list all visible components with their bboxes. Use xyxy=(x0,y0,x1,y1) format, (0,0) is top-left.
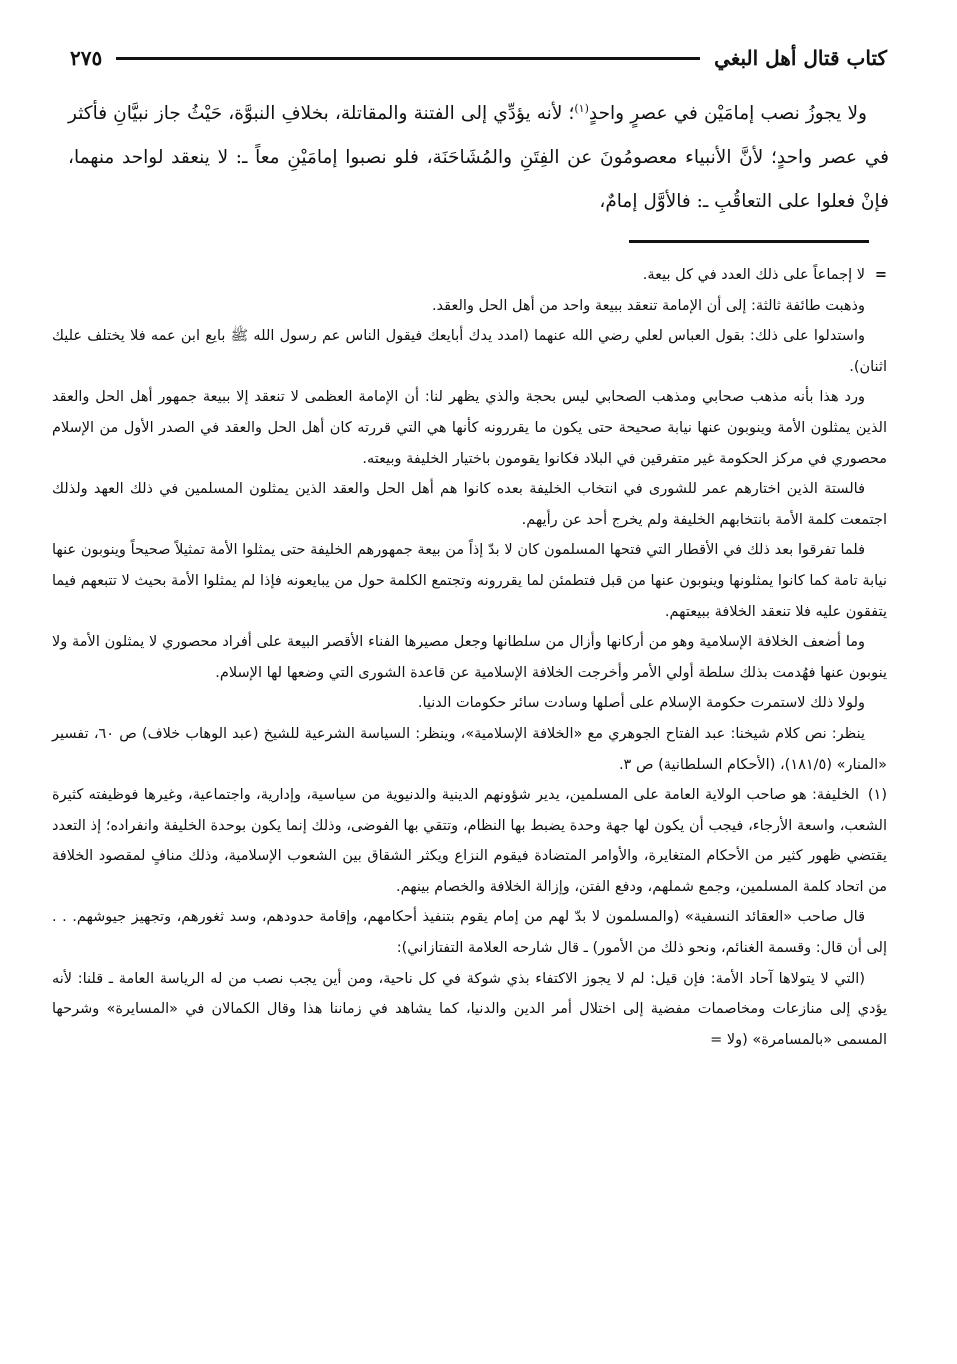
note-paragraph xyxy=(52,260,887,291)
note-paragraph: ينظر: نص كلام شيخنا: عبد الفتاح الجوهري مع «الخلافة الإسلامية»، وينظر: السياسة الشرعية للشيخ (عبد الوهاب خلاف) ص ٦٠، تفسير «المنار» (١٨١/٥)، (الأحكام السلطانية) ص ٣. xyxy=(52,725,887,773)
note-paragraph: فلما تفرقوا بعد ذلك في الأقطار التي فتحها المسلمون كان لا بدّ إذاً من بيعة جمهورهم الخليفة حتى يمثلوا الأمة تمثيلاً صحيحاً وينوبون عنها نيابة تامة كما كانوا يمثلونها وينوبون عنها من قبل فتطمئن لما يقررونه وتجتمع الكلمة حول من يبايعونه فإذا لم يمثلوا الأمة بحيث لا تتبعهم فيما يتفقون عليه فلا تنعقد الخلافة ببيعتهم. xyxy=(52,542,887,620)
note-paragraph: وذهبت طائفة ثالثة: إلى أن الإمامة تنعقد ببيعة واحد من أهل الحل والعقد. xyxy=(431,297,865,314)
main-text-rest: ؛ لأنه يؤدِّي إلى الفتنة والمقاتلة، بخلافِ النبوَّة، حَيْثُ جاز نبيَّانِ فأكثر في عصر واحدٍ؛ لأنَّ الأنبياء معصومُونَ عن الفِتَنِ والمُشَاحَنَة، فلو نصبوا إمامَيْنِ معاً ـ: لا ينعقد لواحد منهما، فإنْ فعلوا على التعاقُبِ ـ: فالأوَّل إمامٌ، xyxy=(68,103,889,212)
note-paragraph: قال صاحب «العقائد النسفية» (والمسلمون لا بدّ لهم من إمام يقوم بتنفيذ أحكامهم، وإقامة حدودهم، وسد ثغورهم، وتجهيز جيوشهم. . . إلى أن قال: وقسمة الغنائم، ونحو ذلك من الأمور) ـ قال شارحه العلامة التفتازاني): xyxy=(52,909,887,957)
continuation-mark: = xyxy=(874,267,887,283)
footnote-number: (١) xyxy=(867,787,887,804)
note-paragraph: فالستة الذين اختارهم عمر للشورى في انتخاب الخليفة بعده كانوا هم أهل الحل والعقد الذين يمثلون المسلمين في ذلك العهد ولذلك اجتمعت كلمة الأمة بانتخابهم الخليفة ولم يخرج أحد عن رأيهم. xyxy=(52,481,887,528)
footnote-separator xyxy=(629,240,869,243)
footnote-text: الخليفة: هو صاحب الولاية العامة على المسلمين، يدير شؤونهم الدينية والدنيوية من سياسية، وإدارية، واجتماعية، وغيرها فوظيفته كثيرة الشعب، واسعة الأرجاء، فيجب أن يكون لها جهة وحدة يضبط بها النظام، وتتقي بها الفوضى، وذلك إنما يكون بوحدة الخليفة وانفراده؛ إذ التعدد يقتضي ظهور كثير من الأحكام المتغايرة، والأوامر المتضادة فيقوم النزاع ويكثر الشقاق بين الشعوب الإسلامية، وذلك منافٍ لمقصود الخلافة من اتحاد كلمة المسلمين، وجمع شملهم، ودفع الفتن، وإزالة الخلافة والخصام بينهم. xyxy=(52,787,887,895)
note-paragraph xyxy=(52,964,887,1056)
footnotes xyxy=(52,260,887,1055)
note-paragraph: واستدلوا على ذلك: بقول العباس لعلي رضي الله عنهما (امدد يدك أبايعك فيقول الناس عم رسول الله ﷺ بايع ابن عمه فلا يختلف عليك اثنان). xyxy=(52,328,887,375)
page-number: ٢٧٥ xyxy=(70,46,103,70)
main-text-start: ولا يجوزُ نصب إمامَيْن في عصرٍ واحدٍ xyxy=(588,103,867,124)
main-paragraph xyxy=(68,92,889,224)
note-text: لا إجماعاً على ذلك العدد في كل بيعة. xyxy=(642,267,865,283)
note-paragraph: وما أضعف الخلافة الإسلامية وهو من أركانها وأزال من سلطانها وجعل مصيرها الفناء الأقصر البيعة على أفراد محصوري لا يمثلون الأمة ولا ينوبون عنها فهُدمت بذلك سلطة أولي الأمر وأخرجت الخلافة الإسلامية عن قاعدة الشورى التي وضعها لها الإسلام. xyxy=(52,634,887,681)
header-rule xyxy=(116,57,700,60)
end-continuation-mark: = xyxy=(710,1031,723,1048)
footnote-1 xyxy=(52,780,887,902)
running-title: كتاب قتال أهل البغي xyxy=(714,46,887,70)
note-paragraph: ولولا ذلك لاستمرت حكومة الإسلام على أصلها وسادت سائر حكومات الدنيا. xyxy=(417,695,865,712)
note-paragraph: ورد هذا بأنه مذهب صحابي ومذهب الصحابي ليس بحجة والذي يظهر لنا: أن الإمامة العظمى لا تنعقد إلا ببيعة جمهور أهل الحل والعقد الذين يمثلون الأمة وينوبون عنها نيابة صحيحة حتى يكون ما يقررونه كأنها هي التي قررته كان أهل الحل والعقد في الصدر الأول من الإسلام محصوري في مركز الحكومة غير متفرقين في البلاد فكانوا يقومون باختيار الخليفة وبيعته. xyxy=(52,389,887,467)
page-header xyxy=(70,38,887,78)
note-text: (التي لا يتولاها آحاد الأمة: فإن قيل: لم لا يجوز الاكتفاء بذي شوكة في كل ناحية، ومن أين يجب نصب من له الرياسة العامة ـ قلنا: لأنه يؤدي إلى منازعات ومخاصمات مفضية إلى اختلال أمر الدين والدنيا، كما يشاهد في زماننا هذا وقال الكمالان في «المسايرة» وشرحها المسمى «بالمسامرة» (ولا xyxy=(52,970,887,1048)
footnote-reference[interactable]: (١) xyxy=(574,101,589,115)
main-text xyxy=(68,92,889,224)
